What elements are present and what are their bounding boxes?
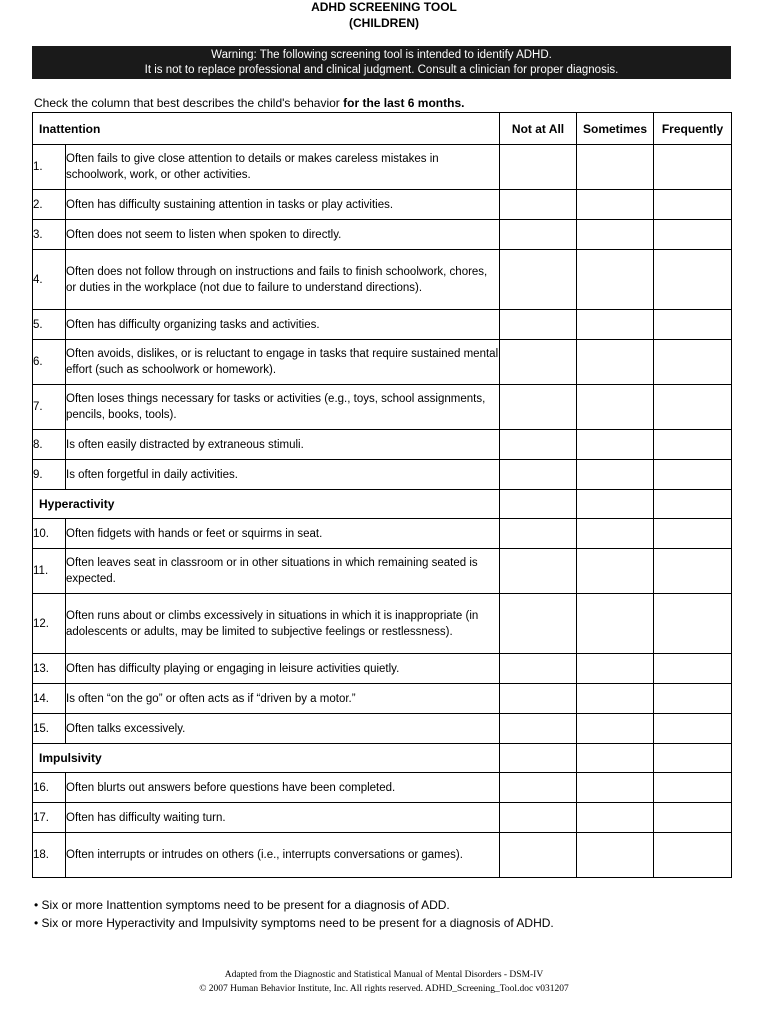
- document-subtitle: (CHILDREN): [349, 16, 419, 30]
- section-title: Inattention: [33, 113, 500, 145]
- checkbox-sometimes[interactable]: [577, 220, 654, 250]
- empty-cell: [654, 744, 732, 773]
- checkbox-frequently[interactable]: [654, 654, 732, 684]
- checkbox-frequently[interactable]: [654, 803, 732, 833]
- item-text: Is often easily distracted by extraneous stimuli.: [66, 430, 500, 460]
- column-header-sometimes: Sometimes: [577, 113, 654, 145]
- item-text: Often blurts out answers before questions have been completed.: [66, 773, 500, 803]
- checkbox-not-at-all[interactable]: [500, 430, 577, 460]
- item-number: 1.: [33, 145, 66, 190]
- checkbox-sometimes[interactable]: [577, 549, 654, 594]
- table-row: [33, 340, 732, 385]
- item-text: Often avoids, dislikes, or is reluctant to engage in tasks that require sustained mental effort (such as schoolwork or homework).: [66, 340, 500, 385]
- empty-cell: [577, 744, 654, 773]
- checkbox-frequently[interactable]: [654, 385, 732, 430]
- checkbox-not-at-all[interactable]: [500, 385, 577, 430]
- table-row: [33, 220, 732, 250]
- item-text: Often does not seem to listen when spoken to directly.: [66, 220, 500, 250]
- document-title: ADHD SCREENING TOOL: [311, 0, 457, 14]
- checkbox-sometimes[interactable]: [577, 190, 654, 220]
- item-number: 13.: [33, 654, 66, 684]
- item-text: Often has difficulty playing or engaging in leisure activities quietly.: [66, 654, 500, 684]
- checkbox-sometimes[interactable]: [577, 833, 654, 878]
- item-number: 9.: [33, 460, 66, 490]
- checkbox-not-at-all[interactable]: [500, 773, 577, 803]
- item-text: Often fidgets with hands or feet or squirms in seat.: [66, 519, 500, 549]
- checkbox-frequently[interactable]: [654, 340, 732, 385]
- checkbox-frequently[interactable]: [654, 833, 732, 878]
- checkbox-not-at-all[interactable]: [500, 803, 577, 833]
- checkbox-frequently[interactable]: [654, 250, 732, 310]
- table-row: [33, 803, 732, 833]
- bullet-icon: •: [34, 916, 42, 930]
- checkbox-sometimes[interactable]: [577, 430, 654, 460]
- checkbox-not-at-all[interactable]: [500, 340, 577, 385]
- note-text: Six or more Inattention symptoms need to be present for a diagnosis of ADD.: [41, 898, 450, 912]
- item-text: Often talks excessively.: [66, 714, 500, 744]
- checkbox-frequently[interactable]: [654, 460, 732, 490]
- empty-cell: [500, 744, 577, 773]
- checkbox-not-at-all[interactable]: [500, 714, 577, 744]
- item-text: Often loses things necessary for tasks or activities (e.g., toys, school assignments, pencils, books, tools).: [66, 385, 500, 430]
- table-row: [33, 684, 732, 714]
- checkbox-sometimes[interactable]: [577, 310, 654, 340]
- section-title: Impulsivity: [33, 744, 500, 773]
- checkbox-not-at-all[interactable]: [500, 684, 577, 714]
- table-row: [33, 460, 732, 490]
- checkbox-not-at-all[interactable]: [500, 220, 577, 250]
- item-number: 17.: [33, 803, 66, 833]
- table-row: [33, 430, 732, 460]
- warning-banner: [32, 46, 731, 79]
- note-item: [34, 896, 554, 914]
- footer-source: Adapted from the Diagnostic and Statistical Manual of Mental Disorders - DSM-IV: [224, 970, 544, 980]
- item-number: 12.: [33, 594, 66, 654]
- checkbox-sometimes[interactable]: [577, 684, 654, 714]
- item-text: Is often “on the go” or often acts as if “driven by a motor.”: [66, 684, 500, 714]
- diagnosis-notes: [34, 896, 554, 932]
- checkbox-frequently[interactable]: [654, 684, 732, 714]
- item-number: 14.: [33, 684, 66, 714]
- checkbox-sometimes[interactable]: [577, 340, 654, 385]
- table-row: [33, 773, 732, 803]
- table-row: [33, 190, 732, 220]
- checkbox-frequently[interactable]: [654, 714, 732, 744]
- column-header-not-at-all: Not at All: [500, 113, 577, 145]
- section-header-hyperactivity: [33, 490, 732, 519]
- item-number: 5.: [33, 310, 66, 340]
- item-text: Often leaves seat in classroom or in other situations in which remaining seated is expected.: [66, 549, 500, 594]
- empty-cell: [500, 490, 577, 519]
- item-number: 11.: [33, 549, 66, 594]
- empty-cell: [654, 490, 732, 519]
- checkbox-sometimes[interactable]: [577, 519, 654, 549]
- checkbox-not-at-all[interactable]: [500, 833, 577, 878]
- item-number: 7.: [33, 385, 66, 430]
- note-text: Six or more Hyperactivity and Impulsivity symptoms need to be present for a diagnosis of ADHD.: [41, 916, 554, 930]
- item-number: 3.: [33, 220, 66, 250]
- item-text: Often does not follow through on instructions and fails to finish schoolwork, chores, or duties in the workplace (not due to failure to understand directions).: [66, 250, 500, 310]
- checkbox-frequently[interactable]: [654, 594, 732, 654]
- checkbox-frequently[interactable]: [654, 310, 732, 340]
- item-text: Often has difficulty waiting turn.: [66, 803, 500, 833]
- checkbox-sometimes[interactable]: [577, 594, 654, 654]
- checkbox-frequently[interactable]: [654, 519, 732, 549]
- instructions-text: Check the column that best describes the child's behavior: [34, 96, 344, 110]
- table-row: [33, 310, 732, 340]
- checkbox-sometimes[interactable]: [577, 460, 654, 490]
- bullet-icon: •: [34, 898, 42, 912]
- item-text: Often has difficulty sustaining attention in tasks or play activities.: [66, 190, 500, 220]
- item-number: 2.: [33, 190, 66, 220]
- checkbox-frequently[interactable]: [654, 145, 732, 190]
- checkbox-sometimes[interactable]: [577, 714, 654, 744]
- checkbox-frequently[interactable]: [654, 190, 732, 220]
- item-number: 4.: [33, 250, 66, 310]
- checkbox-sometimes[interactable]: [577, 250, 654, 310]
- checkbox-not-at-all[interactable]: [500, 654, 577, 684]
- table-row: [33, 594, 732, 654]
- item-number: 8.: [33, 430, 66, 460]
- section-header-impulsivity: [33, 744, 732, 773]
- table-row: [33, 833, 732, 878]
- checkbox-not-at-all[interactable]: [500, 549, 577, 594]
- warning-line-1: Warning: The following screening tool is intended to identify ADHD.: [211, 49, 552, 61]
- table-row: [33, 549, 732, 594]
- checkbox-sometimes[interactable]: [577, 773, 654, 803]
- screening-table: [32, 112, 732, 878]
- item-text: Often interrupts or intrudes on others (i.e., interrupts conversations or games).: [66, 833, 500, 878]
- checkbox-not-at-all[interactable]: [500, 594, 577, 654]
- empty-cell: [577, 490, 654, 519]
- column-header-frequently: Frequently: [654, 113, 732, 145]
- item-number: 6.: [33, 340, 66, 385]
- table-row: [33, 519, 732, 549]
- checkbox-not-at-all[interactable]: [500, 145, 577, 190]
- table-row: [33, 250, 732, 310]
- checkbox-sometimes[interactable]: [577, 803, 654, 833]
- item-number: 15.: [33, 714, 66, 744]
- checkbox-not-at-all[interactable]: [500, 460, 577, 490]
- checkbox-not-at-all[interactable]: [500, 519, 577, 549]
- footer-copyright: © 2007 Human Behavior Institute, Inc. All rights reserved. ADHD_Screening_Tool.doc v031207: [199, 984, 569, 994]
- checkbox-frequently[interactable]: [654, 549, 732, 594]
- item-number: 18.: [33, 833, 66, 878]
- instructions: [34, 96, 464, 110]
- checkbox-not-at-all[interactable]: [500, 190, 577, 220]
- table-row: [33, 145, 732, 190]
- item-text: Often runs about or climbs excessively in situations in which it is inappropriate (in adolescents or adults, may be limited to subjective feelings or restlessness).: [66, 594, 500, 654]
- note-item: [34, 914, 554, 932]
- warning-line-2: It is not to replace professional and clinical judgment. Consult a clinician for proper diagnosis.: [144, 64, 619, 76]
- table-row: [33, 654, 732, 684]
- item-text: Often fails to give close attention to details or makes careless mistakes in schoolwork, work, or other activities.: [66, 145, 500, 190]
- instructions-emphasis: for the last 6 months.: [343, 96, 465, 110]
- checkbox-sometimes[interactable]: [577, 654, 654, 684]
- checkbox-not-at-all[interactable]: [500, 310, 577, 340]
- section-header-inattention: [33, 113, 732, 145]
- checkbox-sometimes[interactable]: [577, 145, 654, 190]
- checkbox-frequently[interactable]: [654, 220, 732, 250]
- checkbox-frequently[interactable]: [654, 430, 732, 460]
- section-title: Hyperactivity: [33, 490, 500, 519]
- item-text: Often has difficulty organizing tasks and activities.: [66, 310, 500, 340]
- checkbox-frequently[interactable]: [654, 773, 732, 803]
- checkbox-not-at-all[interactable]: [500, 250, 577, 310]
- item-text: Is often forgetful in daily activities.: [66, 460, 500, 490]
- item-number: 16.: [33, 773, 66, 803]
- item-number: 10.: [33, 519, 66, 549]
- table-row: [33, 385, 732, 430]
- table-row: [33, 714, 732, 744]
- checkbox-sometimes[interactable]: [577, 385, 654, 430]
